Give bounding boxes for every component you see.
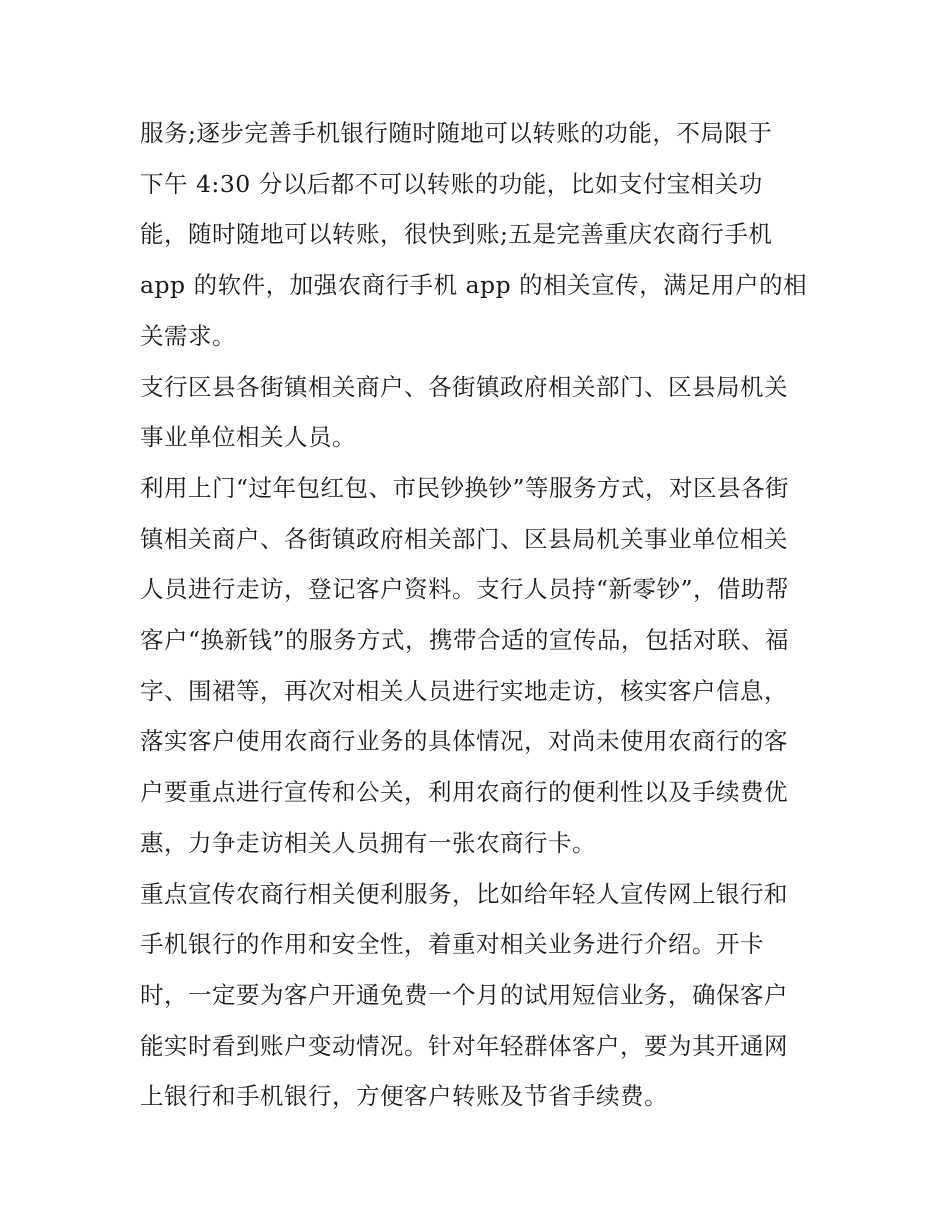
text-line: 镇相关商户、各街镇政府相关部门、区县局机关事业单位相关 [140,524,788,553]
document-body [140,108,812,1122]
text-line: 能实时看到账户变动情况。针对年轻群体客户，要为其开通网 [140,1031,788,1060]
text-line: 落实客户使用农商行业务的具体情况，对尚未使用农商行的客 [140,727,788,756]
text-line: 惠，力争走访相关人员拥有一张农商行卡。 [140,828,596,857]
text-line: 户要重点进行宣传和公关，利用农商行的便利性以及手续费优 [140,778,788,807]
paragraph-mobile-banking-improvement [140,108,812,362]
text-line: 时，一定要为客户开通免费一个月的试用短信业务，确保客户 [140,980,788,1009]
text-line: 手机银行的作用和安全性，着重对相关业务进行介绍。开卡 [140,930,764,959]
paragraph-target-audience [140,362,812,463]
text-line: app 的软件，加强农商行手机 app 的相关宣传，满足用户的相 [140,271,808,300]
paragraph-visit-method [140,463,812,869]
text-line: 下午 4:30 分以后都不可以转账的功能，比如支付宝相关功 [140,169,763,198]
text-line: 字、围裙等，再次对相关人员进行实地走访，核实客户信息， [140,676,788,705]
text-line: 人员进行走访，登记客户资料。支行人员持“新零钞”，借助帮 [140,575,790,604]
text-line: 事业单位相关人员。 [140,423,356,452]
text-line: 服务;逐步完善手机银行随时随地可以转账的功能，不局限于 [140,119,773,147]
text-line: 能，随时随地可以转账，很快到账;五是完善重庆农商行手机 [140,220,773,249]
text-line: 支行区县各街镇相关商户、各街镇政府相关部门、区县局机关 [140,372,788,401]
text-line: 客户“换新钱”的服务方式，携带合适的宣传品，包括对联、福 [140,626,790,655]
text-line: 重点宣传农商行相关便利服务，比如给年轻人宣传网上银行和 [140,879,788,908]
paragraph-promotion-focus [140,869,812,1123]
text-line: 上银行和手机银行，方便客户转账及节省手续费。 [140,1082,668,1111]
text-line: 关需求。 [140,321,236,350]
text-line: 利用上门“过年包红包、市民钞换钞”等服务方式，对区县各街 [140,473,790,502]
